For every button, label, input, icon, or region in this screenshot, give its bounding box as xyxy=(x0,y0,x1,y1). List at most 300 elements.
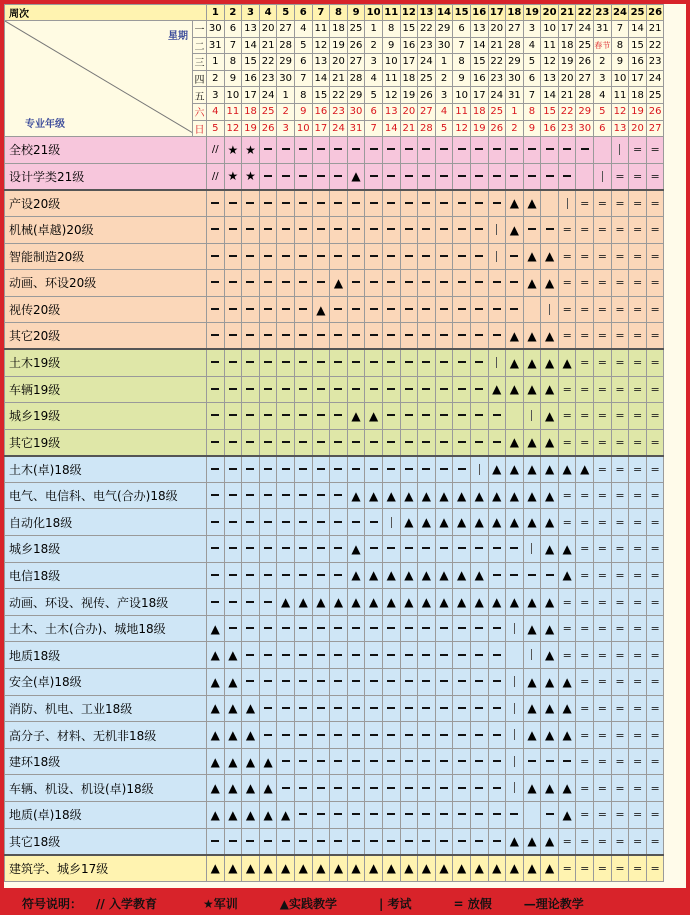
schedule-cell: = xyxy=(576,376,594,403)
schedule-cell xyxy=(312,403,330,430)
schedule-cell xyxy=(207,456,225,483)
theory-dash xyxy=(422,228,430,230)
schedule-cell: = xyxy=(576,562,594,589)
schedule-cell xyxy=(207,296,225,323)
theory-dash xyxy=(387,388,395,390)
schedule-cell: = xyxy=(611,190,629,217)
schedule-cell xyxy=(365,509,383,536)
schedule-cell: = xyxy=(576,855,594,882)
date-cell: 25 xyxy=(259,103,277,120)
theory-dash xyxy=(405,361,413,363)
schedule-cell xyxy=(277,296,295,323)
schedule-cell xyxy=(453,243,471,270)
schedule-cell xyxy=(365,748,383,775)
week-number: 16 xyxy=(470,5,488,21)
schedule-cell xyxy=(207,429,225,456)
theory-dash xyxy=(299,148,307,150)
schedule-cell xyxy=(523,296,541,323)
week-number: 21 xyxy=(558,5,576,21)
date-cell: 25 xyxy=(576,37,594,54)
schedule-cell xyxy=(207,589,225,616)
schedule-cell: = xyxy=(594,855,612,882)
theory-dash xyxy=(334,361,342,363)
date-cell: 6 xyxy=(523,70,541,87)
theory-dash xyxy=(317,468,325,470)
schedule-cell xyxy=(435,216,453,243)
schedule-cell: ▲ xyxy=(400,482,418,509)
theory-dash xyxy=(246,281,254,283)
program-row xyxy=(5,296,664,323)
schedule-cell xyxy=(224,589,242,616)
theory-dash xyxy=(546,813,554,815)
schedule-cell xyxy=(330,748,348,775)
date-cell: 14 xyxy=(312,70,330,87)
exam-mark xyxy=(531,649,532,660)
schedule-cell xyxy=(224,243,242,270)
schedule-cell: = xyxy=(558,403,576,430)
theory-dash xyxy=(317,494,325,496)
theory-dash xyxy=(282,521,290,523)
theory-dash xyxy=(334,388,342,390)
program-label: 地质18级 xyxy=(5,642,207,669)
theory-dash xyxy=(563,175,571,177)
schedule-cell: ▲ xyxy=(558,669,576,696)
schedule-cell xyxy=(382,323,400,350)
schedule-cell xyxy=(382,296,400,323)
theory-dash xyxy=(229,840,237,842)
schedule-cell: ▲ xyxy=(242,802,260,829)
schedule-cell: = xyxy=(611,270,629,297)
theory-dash xyxy=(475,228,483,230)
schedule-cell xyxy=(312,456,330,483)
date-cell: 9 xyxy=(382,37,400,54)
weekday-label: 六 xyxy=(193,103,207,120)
schedule-cell xyxy=(365,349,383,376)
theory-dash xyxy=(405,175,413,177)
schedule-cell: ▲ xyxy=(558,536,576,563)
theory-dash xyxy=(334,521,342,523)
theory-dash xyxy=(246,547,254,549)
date-cell: 26 xyxy=(646,103,664,120)
week-number: 15 xyxy=(453,5,471,21)
schedule-cell: ▲ xyxy=(330,855,348,882)
schedule-cell: ▲ xyxy=(224,695,242,722)
theory-dash xyxy=(546,148,554,150)
date-cell: 24 xyxy=(330,120,348,137)
theory-dash xyxy=(475,334,483,336)
schedule-cell: = xyxy=(576,589,594,616)
schedule-cell: ▲ xyxy=(330,270,348,297)
theory-dash xyxy=(405,388,413,390)
theory-dash xyxy=(370,760,378,762)
schedule-cell: = xyxy=(646,216,664,243)
theory-dash xyxy=(475,255,483,257)
theory-dash xyxy=(475,760,483,762)
theory-dash xyxy=(440,707,448,709)
schedule-cell: ▲ xyxy=(418,855,436,882)
schedule-cell xyxy=(259,562,277,589)
schedule-cell: = xyxy=(611,456,629,483)
theory-dash xyxy=(229,601,237,603)
theory-dash xyxy=(334,760,342,762)
schedule-cell xyxy=(277,429,295,456)
date-cell: 27 xyxy=(347,54,365,71)
schedule-cell: ▲ xyxy=(523,589,541,616)
date-cell: 28 xyxy=(576,87,594,104)
theory-dash xyxy=(387,281,395,283)
schedule-cell xyxy=(294,775,312,802)
date-cell: 12 xyxy=(224,120,242,137)
theory-dash xyxy=(370,787,378,789)
schedule-cell: ▲ xyxy=(541,482,559,509)
theory-dash xyxy=(475,148,483,150)
date-cell: 21 xyxy=(646,21,664,38)
theory-dash xyxy=(370,813,378,815)
schedule-cell: = xyxy=(629,722,647,749)
schedule-cell xyxy=(523,163,541,190)
weekday-header-label: 星期 xyxy=(168,31,188,42)
schedule-cell xyxy=(277,190,295,217)
legend-title: 符号说明： xyxy=(22,896,83,911)
schedule-cell: = xyxy=(611,243,629,270)
date-cell: 7 xyxy=(365,120,383,137)
schedule-cell xyxy=(400,270,418,297)
theory-dash xyxy=(211,468,219,470)
theory-dash xyxy=(211,840,219,842)
theory-dash xyxy=(352,760,360,762)
schedule-cell xyxy=(488,163,506,190)
schedule-cell xyxy=(259,163,277,190)
date-cell: 31 xyxy=(207,37,225,54)
date-cell: 14 xyxy=(629,21,647,38)
theory-dash xyxy=(282,334,290,336)
legend-military: ★军训 xyxy=(202,896,238,911)
week-number: 6 xyxy=(294,5,312,21)
schedule-cell: = xyxy=(576,403,594,430)
date-cell: 10 xyxy=(294,120,312,137)
date-cell: 22 xyxy=(418,21,436,38)
schedule-cell xyxy=(347,216,365,243)
schedule-cell: = xyxy=(611,163,629,190)
schedule-cell xyxy=(382,828,400,855)
theory-dash xyxy=(282,627,290,629)
schedule-cell: = xyxy=(576,536,594,563)
theory-dash xyxy=(264,574,272,576)
theory-dash xyxy=(387,707,395,709)
schedule-cell xyxy=(207,270,225,297)
schedule-cell: ▲ xyxy=(312,589,330,616)
date-cell: 8 xyxy=(224,54,242,71)
program-row xyxy=(5,775,664,802)
schedule-cell xyxy=(365,722,383,749)
schedule-cell xyxy=(330,695,348,722)
schedule-cell xyxy=(382,349,400,376)
schedule-cell: = xyxy=(611,562,629,589)
schedule-cell xyxy=(382,243,400,270)
date-cell: 4 xyxy=(365,70,383,87)
date-cell: 12 xyxy=(611,103,629,120)
schedule-cell xyxy=(382,509,400,536)
theory-dash xyxy=(264,521,272,523)
schedule-cell xyxy=(312,243,330,270)
schedule-cell xyxy=(347,349,365,376)
theory-dash xyxy=(458,228,466,230)
schedule-cell xyxy=(207,243,225,270)
schedule-cell: = xyxy=(646,722,664,749)
schedule-cell xyxy=(418,456,436,483)
schedule-cell: = xyxy=(611,669,629,696)
schedule-cell: = xyxy=(611,403,629,430)
schedule-cell xyxy=(224,509,242,536)
schedule-cell xyxy=(470,615,488,642)
schedule-cell xyxy=(259,429,277,456)
theory-dash xyxy=(422,627,430,629)
schedule-cell: ▲ xyxy=(400,562,418,589)
schedule-cell: = xyxy=(629,137,647,164)
schedule-cell xyxy=(435,163,453,190)
date-cell: 21 xyxy=(400,120,418,137)
week-number: 26 xyxy=(646,5,664,21)
schedule-cell: = xyxy=(629,828,647,855)
schedule-cell xyxy=(506,137,524,164)
schedule-cell xyxy=(453,536,471,563)
schedule-cell: = xyxy=(646,403,664,430)
week-number: 13 xyxy=(418,5,436,21)
theory-dash xyxy=(405,813,413,815)
date-cell: 30 xyxy=(347,103,365,120)
theory-dash xyxy=(352,388,360,390)
theory-dash xyxy=(264,361,272,363)
schedule-cell xyxy=(382,642,400,669)
date-cell: 14 xyxy=(470,37,488,54)
schedule-cell xyxy=(330,216,348,243)
date-cell: 12 xyxy=(541,54,559,71)
schedule-cell: ▲ xyxy=(488,509,506,536)
schedule-cell: = xyxy=(611,722,629,749)
schedule-cell xyxy=(277,509,295,536)
theory-dash xyxy=(352,148,360,150)
theory-dash xyxy=(229,627,237,629)
schedule-cell xyxy=(207,403,225,430)
date-cell: 30 xyxy=(277,70,295,87)
schedule-cell xyxy=(207,509,225,536)
schedule-cell xyxy=(347,748,365,775)
schedule-cell: ▲ xyxy=(224,722,242,749)
theory-dash xyxy=(352,334,360,336)
schedule-cell: ▲ xyxy=(558,802,576,829)
schedule-cell xyxy=(453,323,471,350)
program-label: 城乡19级 xyxy=(5,403,207,430)
schedule-cell xyxy=(435,323,453,350)
theory-dash xyxy=(405,547,413,549)
date-cell: 10 xyxy=(224,87,242,104)
schedule-cell: = xyxy=(611,802,629,829)
schedule-cell: = xyxy=(629,163,647,190)
theory-dash xyxy=(440,228,448,230)
theory-dash xyxy=(440,547,448,549)
theory-dash xyxy=(264,202,272,204)
program-label: 城乡18级 xyxy=(5,536,207,563)
schedule-cell: = xyxy=(611,615,629,642)
schedule-cell xyxy=(470,323,488,350)
schedule-cell xyxy=(435,349,453,376)
theory-dash xyxy=(422,281,430,283)
schedule-cell: ▲ xyxy=(400,509,418,536)
date-cell: 25 xyxy=(646,87,664,104)
schedule-cell: = xyxy=(611,429,629,456)
schedule-cell: = xyxy=(611,589,629,616)
schedule-cell: ▲ xyxy=(242,855,260,882)
theory-dash xyxy=(264,334,272,336)
schedule-cell xyxy=(312,642,330,669)
theory-dash xyxy=(299,441,307,443)
theory-dash xyxy=(563,760,571,762)
schedule-cell xyxy=(382,802,400,829)
theory-dash xyxy=(405,228,413,230)
program-label: 设计学类21级 xyxy=(5,163,207,190)
theory-dash xyxy=(211,361,219,363)
schedule-cell xyxy=(347,802,365,829)
week-number: 7 xyxy=(312,5,330,21)
schedule-cell xyxy=(224,349,242,376)
schedule-cell xyxy=(312,802,330,829)
theory-dash xyxy=(352,281,360,283)
theory-dash xyxy=(299,388,307,390)
date-cell: 13 xyxy=(312,54,330,71)
schedule-cell: = xyxy=(594,722,612,749)
schedule-cell xyxy=(506,296,524,323)
schedule-cell xyxy=(400,748,418,775)
schedule-cell xyxy=(330,190,348,217)
theory-dash xyxy=(352,361,360,363)
schedule-cell xyxy=(435,456,453,483)
date-cell: 8 xyxy=(523,103,541,120)
legend-orientation: // 入学教育 xyxy=(96,896,157,911)
schedule-cell: ▲ xyxy=(347,562,365,589)
schedule-cell: = xyxy=(611,748,629,775)
exam-mark xyxy=(514,782,515,793)
theory-dash xyxy=(264,414,272,416)
schedule-cell xyxy=(418,216,436,243)
schedule-cell xyxy=(294,403,312,430)
schedule-cell: ▲ xyxy=(558,456,576,483)
theory-dash xyxy=(422,840,430,842)
theory-dash xyxy=(475,414,483,416)
schedule-cell xyxy=(259,509,277,536)
schedule-cell: = xyxy=(558,270,576,297)
schedule-cell xyxy=(242,190,260,217)
schedule-cell xyxy=(330,775,348,802)
schedule-cell xyxy=(488,642,506,669)
theory-dash xyxy=(334,468,342,470)
date-cell: 春节 xyxy=(594,37,612,54)
schedule-cell xyxy=(294,429,312,456)
date-cell: 26 xyxy=(418,87,436,104)
date-cell: 23 xyxy=(558,120,576,137)
legend xyxy=(4,894,686,912)
schedule-cell xyxy=(207,482,225,509)
theory-dash xyxy=(352,680,360,682)
theory-dash xyxy=(264,494,272,496)
week-number: 9 xyxy=(347,5,365,21)
date-cell: 3 xyxy=(523,21,541,38)
schedule-cell xyxy=(330,669,348,696)
schedule-cell xyxy=(382,163,400,190)
schedule-cell xyxy=(488,270,506,297)
schedule-cell xyxy=(347,615,365,642)
date-cell: 1 xyxy=(435,54,453,71)
schedule-cell xyxy=(435,243,453,270)
schedule-cell xyxy=(259,323,277,350)
theory-dash xyxy=(370,654,378,656)
schedule-cell xyxy=(312,429,330,456)
schedule-cell xyxy=(382,429,400,456)
theory-dash xyxy=(246,627,254,629)
date-cell: 6 xyxy=(224,21,242,38)
theory-dash xyxy=(493,414,501,416)
date-cell: 24 xyxy=(488,87,506,104)
schedule-cell: ▲ xyxy=(435,589,453,616)
schedule-cell: = xyxy=(646,775,664,802)
schedule-cell xyxy=(541,562,559,589)
date-cell: 11 xyxy=(312,21,330,38)
program-row xyxy=(5,509,664,536)
schedule-cell: = xyxy=(646,509,664,536)
theory-dash xyxy=(528,228,536,230)
schedule-cell: = xyxy=(611,376,629,403)
schedule-cell: = xyxy=(576,695,594,722)
theory-dash xyxy=(352,308,360,310)
theory-dash xyxy=(370,627,378,629)
program-label: 车辆、机设、机设(卓)18级 xyxy=(5,775,207,802)
theory-dash xyxy=(211,388,219,390)
program-row xyxy=(5,216,664,243)
date-cell: 9 xyxy=(224,70,242,87)
schedule-cell xyxy=(242,615,260,642)
theory-dash xyxy=(282,175,290,177)
theory-dash xyxy=(458,388,466,390)
theory-dash xyxy=(282,255,290,257)
theory-dash xyxy=(334,494,342,496)
schedule-cell: ▲ xyxy=(523,190,541,217)
schedule-cell xyxy=(259,376,277,403)
program-row xyxy=(5,695,664,722)
schedule-cell xyxy=(347,509,365,536)
date-cell: 7 xyxy=(453,37,471,54)
theory-dash xyxy=(493,148,501,150)
schedule-cell: ▲ xyxy=(541,669,559,696)
schedule-cell xyxy=(224,615,242,642)
date-cell: 28 xyxy=(277,37,295,54)
schedule-cell: ▲ xyxy=(207,748,225,775)
theory-dash xyxy=(211,334,219,336)
date-cell: 31 xyxy=(506,87,524,104)
date-cell: 28 xyxy=(418,120,436,137)
week-number: 25 xyxy=(629,5,647,21)
date-cell: 8 xyxy=(294,87,312,104)
theory-dash xyxy=(317,334,325,336)
date-cell: 15 xyxy=(629,37,647,54)
schedule-cell xyxy=(312,722,330,749)
schedule-cell xyxy=(470,163,488,190)
theory-dash xyxy=(475,175,483,177)
program-row xyxy=(5,190,664,217)
date-cell: 27 xyxy=(646,120,664,137)
program-label: 其它18级 xyxy=(5,828,207,855)
theory-dash xyxy=(334,840,342,842)
schedule-cell: ▲ xyxy=(470,482,488,509)
theory-dash xyxy=(229,494,237,496)
